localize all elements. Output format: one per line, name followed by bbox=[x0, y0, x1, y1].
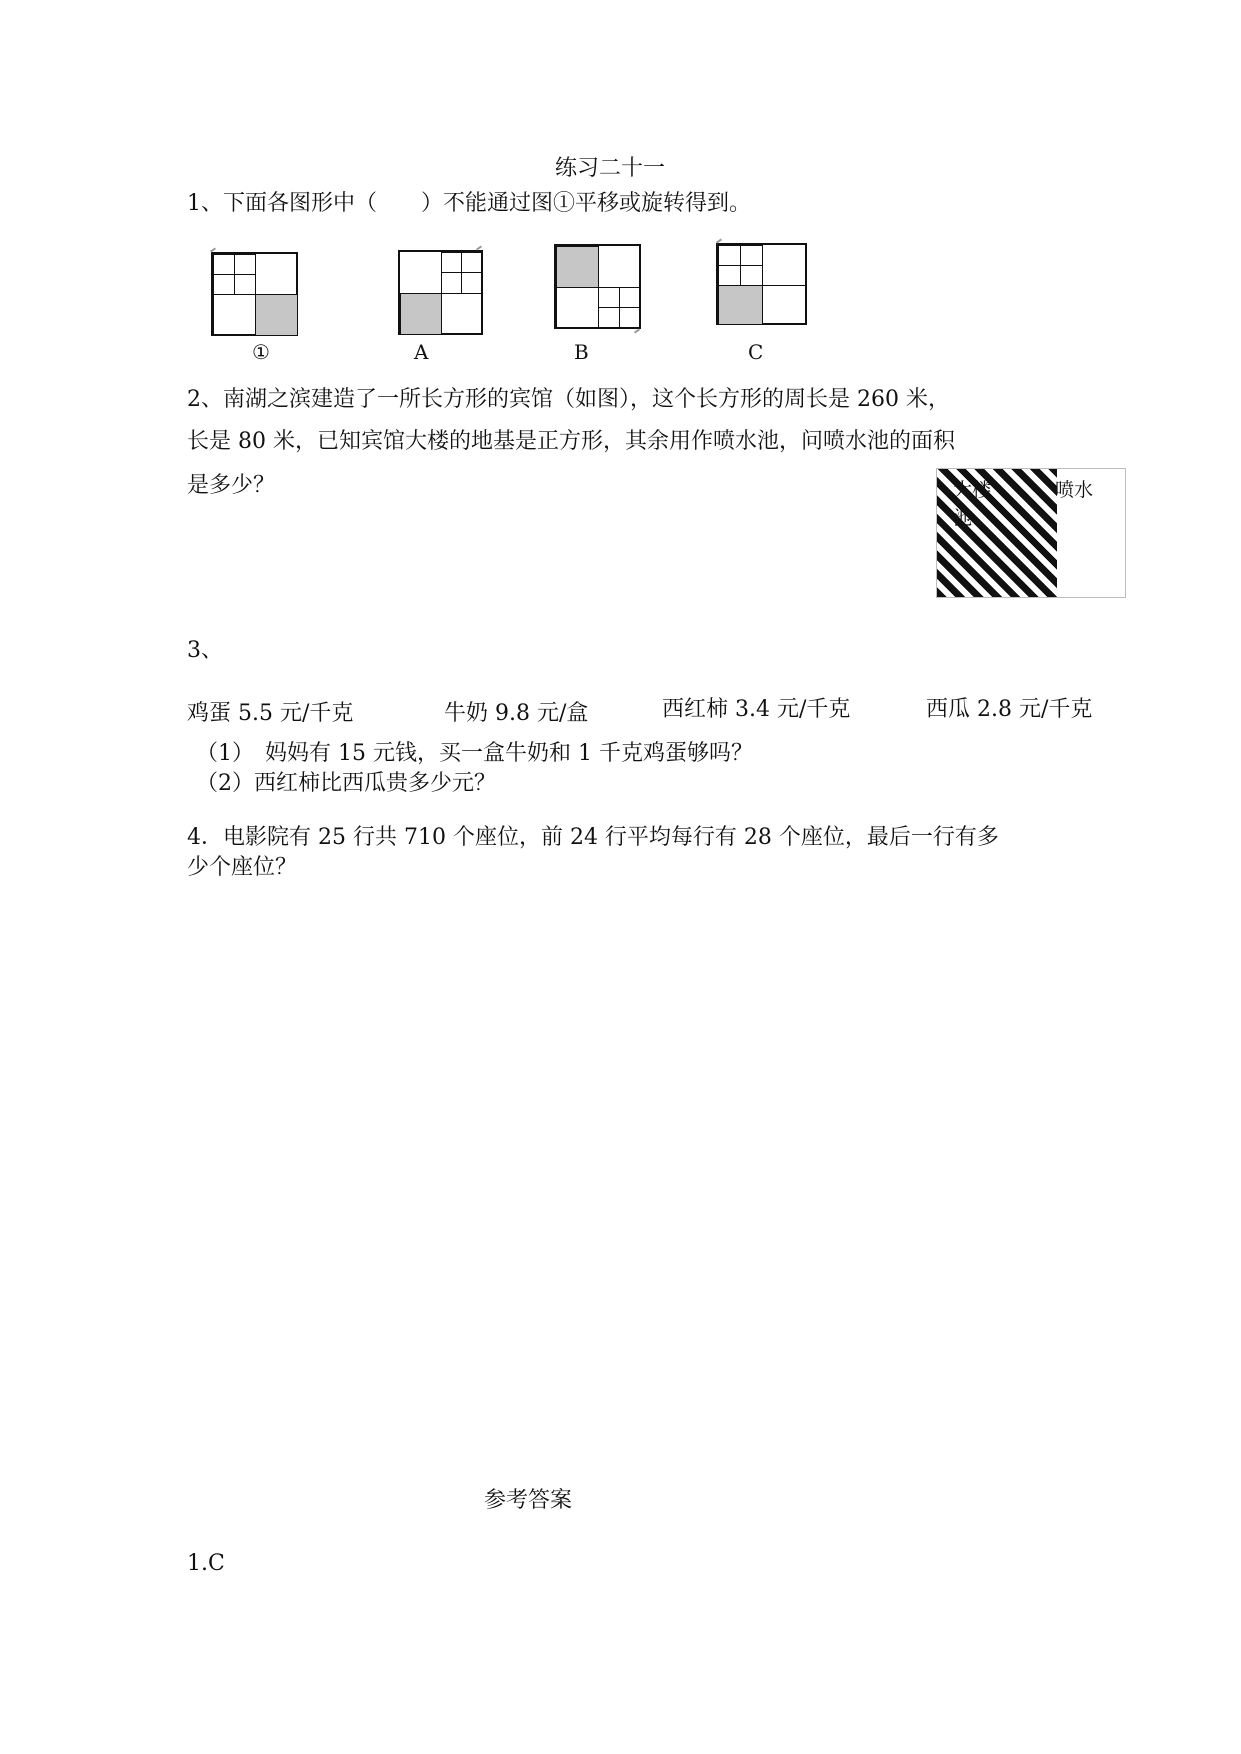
figure-label-c: C bbox=[748, 340, 764, 364]
answer-1: 1.C bbox=[187, 1551, 225, 1576]
figure-label-b: B bbox=[574, 340, 589, 364]
question-2-line-2: 长是 80 米，已知宾馆大楼的地基是正方形，其余用作喷水池，问喷水池的面积 bbox=[187, 429, 955, 454]
price-watermelon: 西瓜 2.8 元/千克 bbox=[926, 697, 1093, 722]
price-milk: 牛奶 9.8 元/盒 bbox=[444, 701, 589, 726]
question-4-line-1: 4．电影院有 25 行共 710 个座位，前 24 行平均每行有 28 个座位，最后一行有多 bbox=[187, 825, 999, 850]
question-3-sub-2: （2）西红柿比西瓜贵多少元？ bbox=[196, 771, 496, 796]
price-tomato: 西红柿 3.4 元/千克 bbox=[662, 697, 851, 722]
question-3-sub-1: （1） 妈妈有 15 元钱，买一盒牛奶和 1 千克鸡蛋够吗？ bbox=[196, 741, 753, 766]
answers-heading: 参考答案 bbox=[484, 1488, 573, 1513]
question-1-text: 1、下面各图形中（ ）不能通过图①平移或旋转得到。 bbox=[187, 191, 751, 216]
hotel-figure bbox=[936, 468, 1126, 598]
question-2-line-1: 2、南湖之滨建造了一所长方形的宾馆（如图），这个长方形的周长是 260 米， bbox=[187, 387, 950, 412]
figure-label-original: ① bbox=[252, 340, 270, 364]
pool-label-bottom: 池 bbox=[953, 507, 973, 529]
figure-a bbox=[398, 250, 483, 335]
figure-original bbox=[211, 252, 298, 336]
worksheet-title: 练习二十一 bbox=[555, 156, 666, 181]
building-label: 大楼 bbox=[953, 479, 992, 501]
figure-c bbox=[716, 243, 807, 325]
question-2-line-3: 是多少？ bbox=[187, 473, 276, 498]
figure-label-a: A bbox=[414, 340, 429, 364]
question-4-line-2: 少个座位？ bbox=[187, 855, 298, 880]
figure-b bbox=[554, 244, 641, 329]
pool-label-top: 喷水 bbox=[1055, 479, 1094, 501]
price-eggs: 鸡蛋 5.5 元/千克 bbox=[187, 701, 354, 726]
question-3-number: 3、 bbox=[187, 638, 223, 663]
